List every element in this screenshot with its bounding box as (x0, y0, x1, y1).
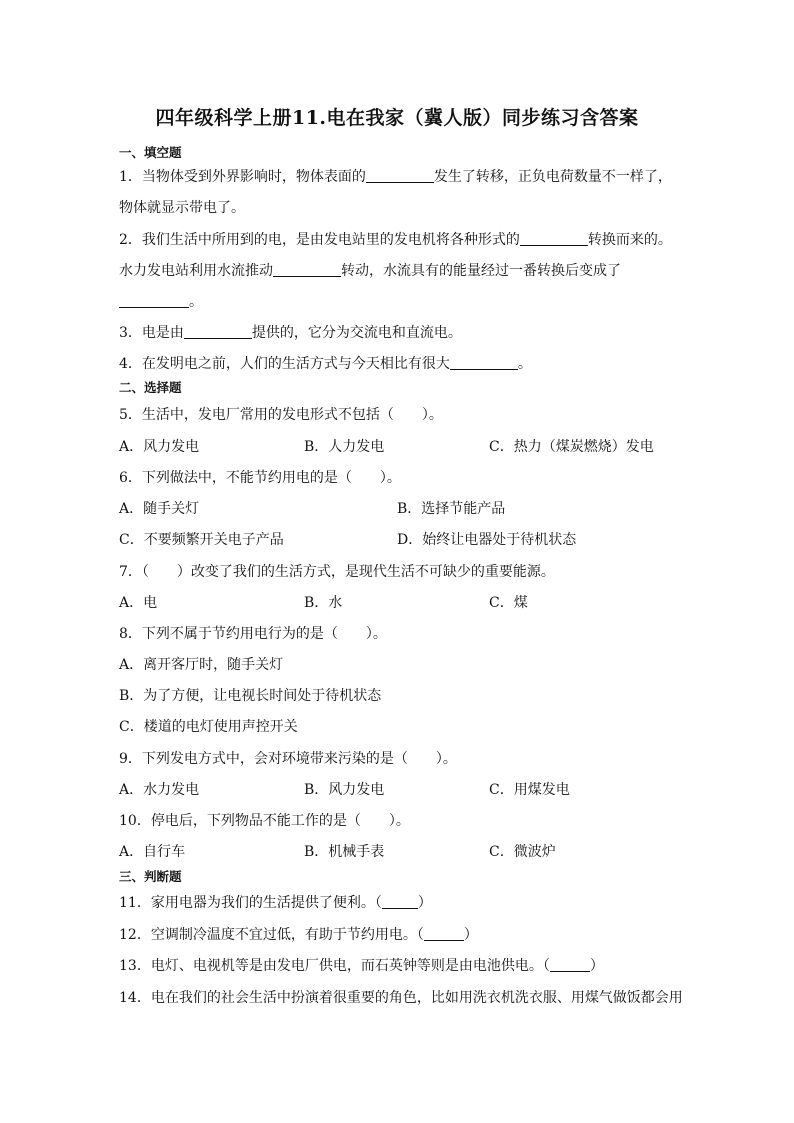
q13-blank[interactable] (550, 957, 590, 972)
q14-line: 14．电在我们的社会生活中扮演着很重要的角色，比如用洗衣机洗衣服、用煤气做饭都会用 (119, 990, 683, 1006)
q3-line: 3．电是由 提供的，它分为交流电和直流电。 (119, 325, 462, 341)
q6-option-c[interactable]: C．不要频繁开关电子产品 (119, 532, 284, 548)
q7-stem: 7．（ ）改变了我们的生活方式，是现代生活不可缺少的重要能源。 (119, 564, 555, 580)
q3-blank[interactable] (184, 324, 252, 339)
q10-option-a[interactable]: A．自行车 (119, 844, 186, 860)
q2-line-3: 。 (119, 291, 203, 311)
q1-blank[interactable] (366, 168, 434, 183)
q4-blank[interactable] (450, 355, 518, 370)
q9-option-b[interactable]: B．风力发电 (304, 782, 385, 798)
q10-stem: 10．停电后，下列物品不能工作的是（ ）。 (119, 813, 410, 829)
section-judge-heading: 三、判断题 (119, 869, 182, 884)
q12-blank[interactable] (424, 926, 464, 941)
q9-option-a[interactable]: A．水力发电 (119, 782, 200, 798)
section-choice-heading: 二、选择题 (119, 380, 182, 395)
q6-option-a[interactable]: A．随手关灯 (119, 501, 200, 517)
q11-blank[interactable] (382, 894, 418, 909)
q10-option-b[interactable]: B．机械手表 (304, 844, 385, 860)
q1-line-1: 1．当物体受到外界影响时，物体表面的 发生了转移，正负电荷数量不一样了， (119, 169, 672, 185)
q1-line-2: 物体就显示带电了。 (119, 200, 245, 216)
q2-line-1: 2．我们生活中所用到的电，是由发电站里的发电机将各种形式的 转换而来的。 (119, 232, 672, 248)
q12-line: 12．空调制冷温度不宜过低，有助于节约用电。（ ） (119, 927, 478, 943)
q5-option-b[interactable]: B．人力发电 (304, 439, 385, 455)
q4-line: 4．在发明电之前，人们的生活方式与今天相比有很大 。 (119, 356, 532, 372)
q10-option-c[interactable]: C．微波炉 (489, 844, 556, 860)
q2-blank-3[interactable] (119, 293, 189, 308)
q6-stem: 6．下列做法中，不能节约用电的是（ ）。 (119, 470, 401, 486)
q8-stem: 8．下列不属于节约用电行为的是（ ）。 (119, 626, 387, 642)
q9-option-c[interactable]: C．用煤发电 (489, 782, 570, 798)
q7-option-b[interactable]: B．水 (304, 595, 343, 611)
q8-option-b[interactable]: B．为了方便，让电视长时间处于待机状态 (119, 688, 382, 704)
q6-option-d[interactable]: D．始终让电器处于待机状态 (397, 532, 577, 548)
q9-stem: 9．下列发电方式中，会对环境带来污染的是（ ）。 (119, 751, 457, 767)
q7-option-a[interactable]: A．电 (119, 595, 158, 611)
q13-line: 13．电灯、电视机等是由发电厂供电，而石英钟等则是由电池供电。（ ） (119, 958, 604, 974)
q2-blank-2[interactable] (273, 262, 341, 277)
q8-option-c[interactable]: C．楼道的电灯使用声控开关 (119, 719, 298, 735)
q6-option-b[interactable]: B．选择节能产品 (397, 501, 506, 517)
q11-line: 11．家用电器为我们的生活提供了便利。（ ） (119, 895, 432, 911)
q5-stem: 5．生活中，发电厂常用的发电形式不包括（ ）。 (119, 407, 443, 423)
q7-option-c[interactable]: C．煤 (489, 595, 528, 611)
q5-option-a[interactable]: A．风力发电 (119, 439, 200, 455)
section-fill-heading: 一、填空题 (119, 145, 182, 160)
q2-line-2: 水力发电站利用水流推动 转动，水流具有的能量经过一番转换后变成了 (119, 263, 621, 279)
q5-option-c[interactable]: C．热力（煤炭燃烧）发电 (489, 439, 654, 455)
q8-option-a[interactable]: A．离开客厅时，随手关灯 (119, 657, 284, 673)
page-title: 四年级科学上册11.电在我家（冀人版）同步练习含答案 (155, 107, 639, 129)
q2-blank-1[interactable] (520, 231, 588, 246)
